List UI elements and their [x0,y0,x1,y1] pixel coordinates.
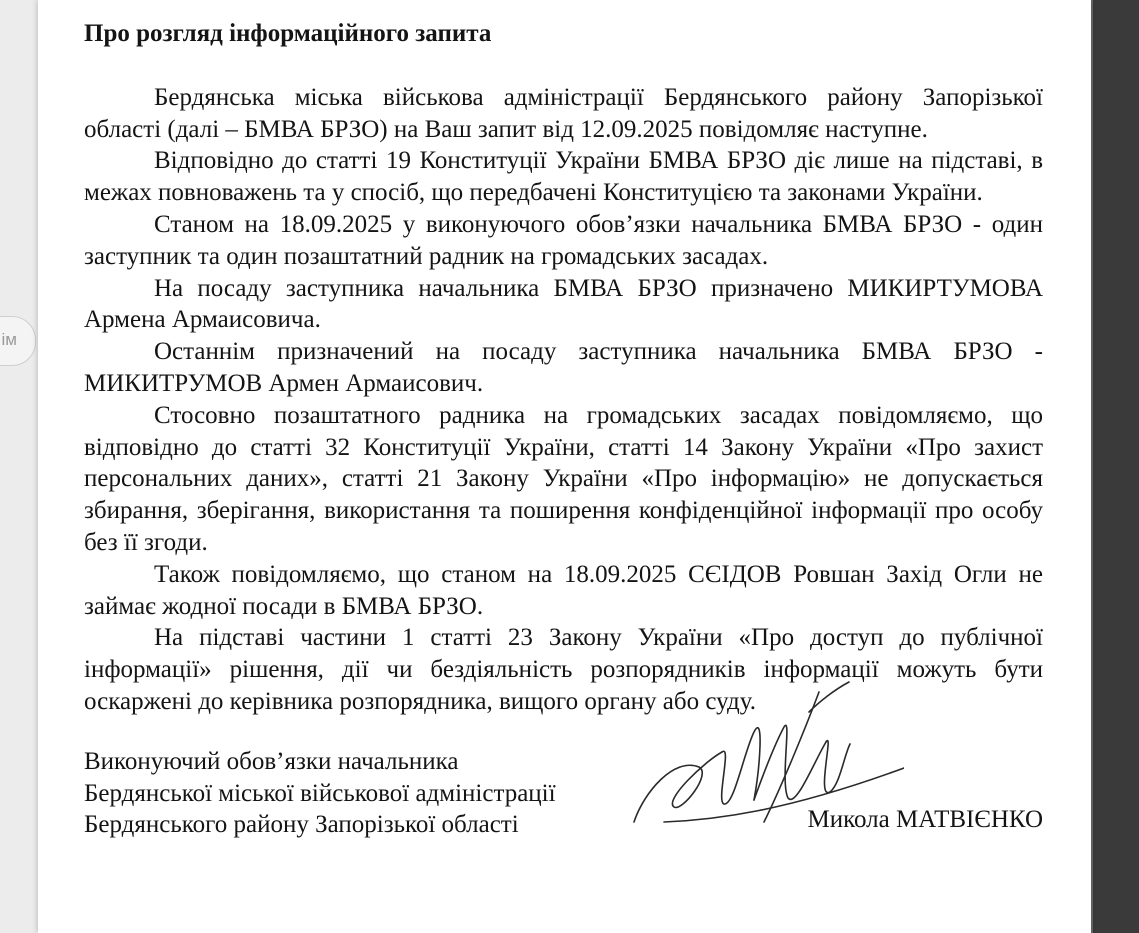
signature-block [84,746,1043,846]
document-page [38,0,1091,933]
document-title: Про розгляд інформаційного запита [84,20,492,47]
paragraph-6: Стосовно позаштатного радника на громадських засадах повідомляємо, що відповідно до статті 32 Конституції України, статті 14 Закону України «Про захист персональних даних», статті 21 Закону України «Про інформацію» не допускається збирання, зберігання, використання та поширення конфіденційної інформації про особу без її згоди. [84,401,1043,556]
paragraph-7: Також повідомляємо, що станом на 18.09.2025 СЄІДОВ Ровшан Захід Огли не займає жодної посади в БМВА БРЗО. [84,560,1043,620]
viewer-right-edge [1091,0,1139,933]
signatory-position-line-3: Бердянського району Запорізької області [84,811,519,839]
viewer-side-button-label: ім [1,330,17,349]
paragraph-1: Бердянська міська військова адміністрації Бердянського району Запорізької області (далі – БМВА БРЗО) на Ваш запит від 12.09.2025 повідомляє наступне. [84,83,1043,143]
paragraph-3: Станом на 18.09.2025 у виконуючого обов’язки начальника БМВА БРЗО - один заступник та один позаштатний радник на громадських засадах. [84,210,1043,270]
signatory-position-line-1: Виконуючий обов’язки начальника [84,747,459,775]
paragraph-2: Відповідно до статті 19 Конституції України БМВА БРЗО діє лише на підставі, в межах повноважень та у спосіб, що передбачені Конституцією та законами України. [84,147,1043,207]
signatory-position-line-2: Бердянської міської військової адміністрації [84,779,556,807]
paragraph-4: На посаду заступника начальника БМВА БРЗО призначено МИКИРТУМОВА Армена Армаисовича. [84,274,1043,334]
signatory-name: Микола МАТВІЄНКО [807,805,1043,833]
viewer-left-background [0,0,38,933]
paragraph-8: На підставі частини 1 статті 23 Закону України «Про доступ до публічної інформації» рішення, дії чи бездіяльність розпорядників інформації можуть бути оскаржені до керівника розпорядника, вищого органу або суду. [84,624,1043,715]
paragraph-5: Останнім призначений на посаду заступника начальника БМВА БРЗО - МИКИТРУМОВ Армен Армаисович. [84,338,1043,397]
document-content [84,18,1043,846]
